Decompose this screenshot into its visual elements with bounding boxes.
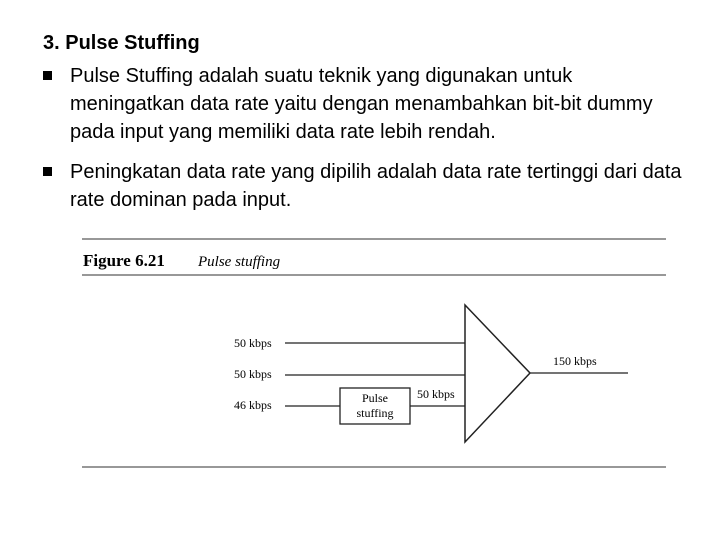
output-rate-label: 150 kbps	[553, 354, 597, 368]
pulse-stuffing-diagram	[80, 230, 670, 475]
bullet-item	[43, 62, 683, 146]
figure-caption: Pulse stuffing	[198, 254, 281, 270]
input-rate-label: 50 kbps	[234, 336, 272, 350]
input-rate-label: 50 kbps	[234, 367, 272, 381]
stuffing-box-label: Pulse	[361, 391, 389, 405]
square-bullet-icon	[43, 167, 52, 176]
multiplexer-triangle	[465, 305, 530, 442]
square-bullet-icon	[43, 71, 52, 80]
pulse-stuffing-figure	[80, 230, 670, 475]
input-rate-label: 46 kbps	[234, 398, 272, 412]
slide-title: 3. Pulse Stuffing	[43, 32, 200, 54]
bullet-text: Pulse Stuffing adalah suatu teknik yang digunakan untuk meningatkan data rate yaitu dengan menambahkan bit-bit dummy pada input yang memiliki data rate lebih rendah.	[70, 65, 653, 143]
figure-label: Figure 6.21	[83, 251, 165, 270]
stuffed-rate-label: 50 kbps	[417, 387, 455, 401]
bullet-text: Peningkatan data rate yang dipilih adalah data rate tertinggi dari data rate dominan pada input.	[70, 161, 682, 211]
stuffing-box-label: stuffing	[356, 406, 394, 420]
bullet-item	[43, 158, 683, 214]
